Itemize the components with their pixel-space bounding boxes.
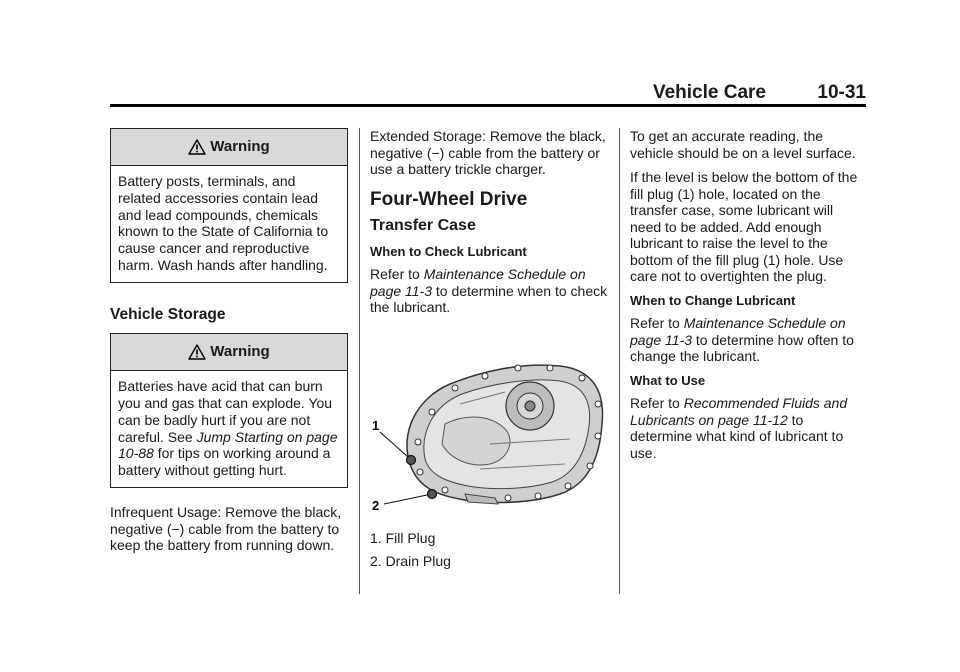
section-title: Vehicle Care xyxy=(652,82,766,103)
warning-box xyxy=(110,333,348,488)
callout-1-label: 1 xyxy=(372,417,380,433)
text-fragment: to determine when to check the lubricant. xyxy=(370,282,608,315)
figure-legend xyxy=(370,530,608,569)
text-fragment: to determine what kind of lubricant to use. xyxy=(630,411,844,461)
column-divider xyxy=(359,128,360,594)
when-to-check-heading: When to Check Lubricant xyxy=(370,243,527,259)
column-1 xyxy=(110,128,348,562)
text-fragment: to determine how often to change the lubricant. xyxy=(630,331,854,364)
maintenance-schedule-link[interactable]: Maintenance Schedule on page 11-3 xyxy=(630,315,846,348)
recommended-fluids-link[interactable]: Recommended Fluids and Lubricants on page 11-12 xyxy=(630,395,848,428)
text-fragment: Refer to xyxy=(630,315,684,331)
legend-item: 1. Fill Plug xyxy=(370,530,436,546)
four-wheel-drive-heading: Four-Wheel Drive xyxy=(370,188,528,210)
column-divider xyxy=(619,128,620,594)
warning-title: Warning xyxy=(210,343,270,361)
callout-line xyxy=(380,432,408,457)
text-fragment: Refer to xyxy=(630,395,684,411)
when-to-change-text xyxy=(630,315,868,365)
page-number: 10-31 xyxy=(817,82,866,103)
callout-2-label: 2 xyxy=(372,497,380,513)
warning-text-end: for tips on working around a battery without getting hurt. xyxy=(118,445,331,479)
text-fragment: Refer to xyxy=(370,266,424,282)
warning-box xyxy=(110,128,348,283)
column-3 xyxy=(630,128,868,469)
transfer-case-heading: Transfer Case xyxy=(370,217,476,234)
what-to-use-text xyxy=(630,395,868,461)
when-to-check-text xyxy=(370,266,608,316)
infrequent-usage-text: Infrequent Usage: Remove the black, negative (−) cable from the battery to keep the battery from running down. xyxy=(110,504,342,554)
level-below-text: If the level is below the bottom of the fill plug (1) hole, located on the transfer case, some lubricant will need to be added. Add enough lubricant to raise the level to the bottom of the fill plug (1) hole. Use care not to overtighten the plug. xyxy=(630,169,858,284)
warning-icon xyxy=(188,139,206,155)
callout-line xyxy=(384,495,427,504)
vehicle-storage-heading: Vehicle Storage xyxy=(110,305,226,323)
when-to-change-heading: When to Change Lubricant xyxy=(630,292,796,308)
warning-header xyxy=(111,129,347,166)
jump-starting-link[interactable]: Jump Starting on page 10-88 xyxy=(118,428,338,462)
warning-header xyxy=(111,334,347,371)
what-to-use-heading: What to Use xyxy=(630,372,706,388)
column-2 xyxy=(370,128,608,575)
extended-storage-text: Extended Storage: Remove the black, negative (−) cable from the battery or use a battery trickle charger. xyxy=(370,128,606,177)
page-header xyxy=(110,82,866,107)
warning-text xyxy=(111,371,347,487)
drain-plug xyxy=(428,489,437,498)
transfer-case-illustration xyxy=(370,344,608,519)
warning-text-start: Batteries have acid that can burn you and gas that can explode. You can be badly hurt if you are not careful. See xyxy=(118,378,333,445)
accurate-reading-text: To get an accurate reading, the vehicle should be on a level surface. xyxy=(630,128,856,161)
warning-text: Battery posts, terminals, and related accessories contain lead and lead compounds, chemicals known to the State of California to cause cancer and reproductive harm. Wash hands after handling. xyxy=(118,173,329,273)
maintenance-schedule-link[interactable]: Maintenance Schedule on page 11-3 xyxy=(370,266,586,299)
warning-title: Warning xyxy=(210,137,270,155)
legend-item: 2. Drain Plug xyxy=(370,552,451,569)
warning-icon xyxy=(188,344,206,360)
transfer-case-body xyxy=(407,365,603,504)
